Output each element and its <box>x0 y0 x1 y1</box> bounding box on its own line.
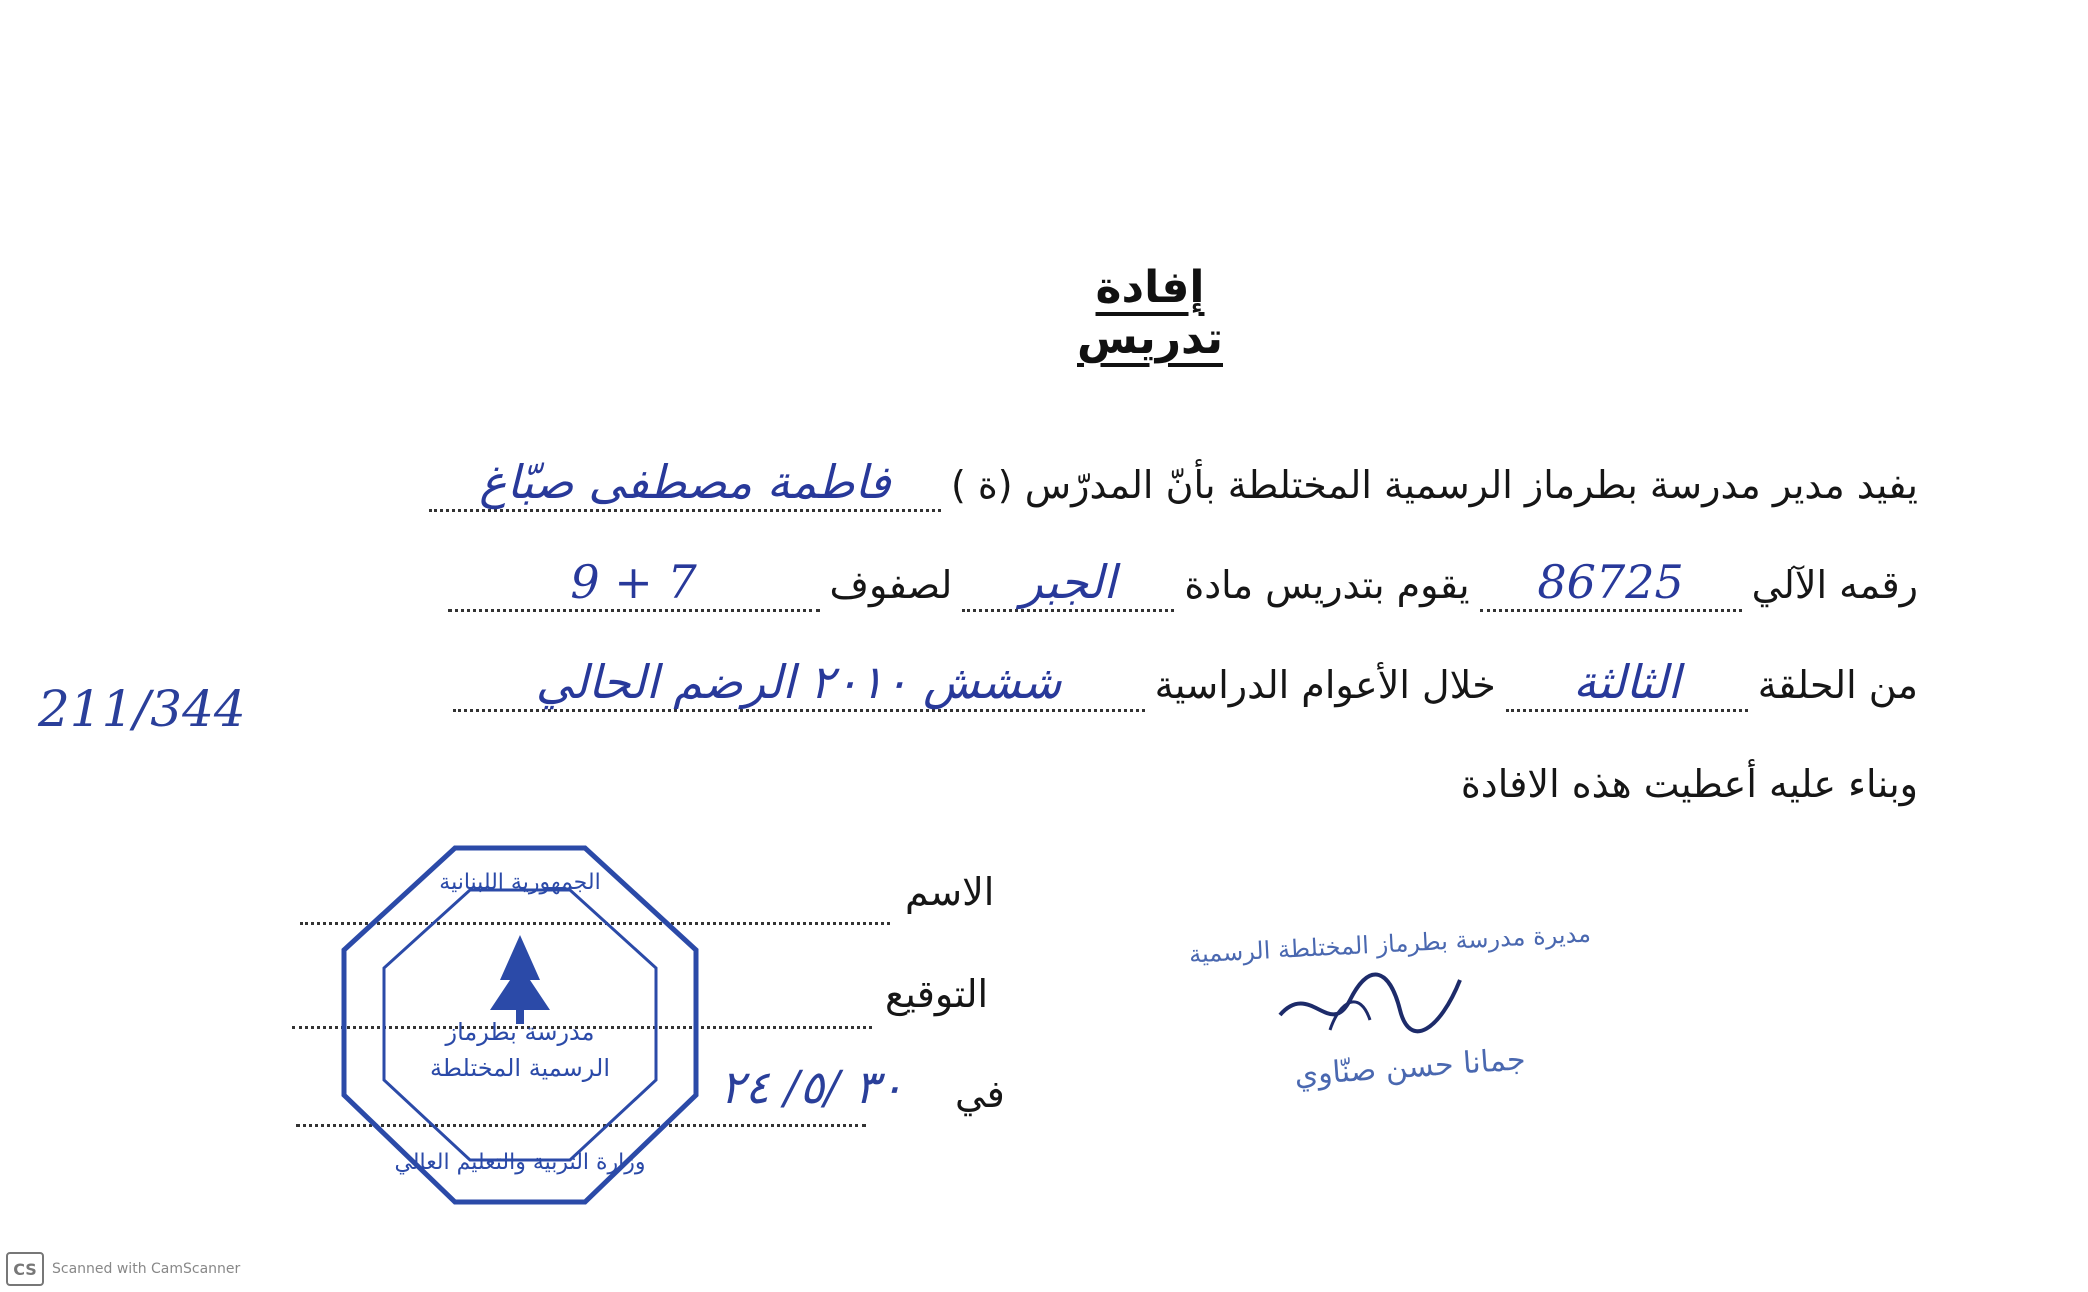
principal-seal <box>1160 919 1630 1130</box>
cycle-field <box>1506 655 1748 712</box>
number-field <box>1480 555 1742 612</box>
line-number-subject <box>448 555 1918 612</box>
years-field <box>453 655 1145 712</box>
classes-field <box>448 555 820 612</box>
signature-date: ٣٠ /٥/ ٢٤ <box>720 1060 904 1114</box>
teacher-years: ششش ٢٠١٠ الرضم الحالي <box>535 655 1062 709</box>
label-years: خلال الأعوام الدراسية <box>1154 663 1496 707</box>
label-date: في <box>955 1072 1005 1116</box>
teacher-intro: يفيد مدير مدرسة بطرماز الرسمية المختلطة بأنّ المدرّس (ة ) <box>950 463 1918 507</box>
label-signature: التوقيع <box>885 972 989 1016</box>
scanner-text: Scanned with CamScanner <box>52 1261 241 1277</box>
label-classes: لصفوف <box>829 563 953 607</box>
scanner-footer <box>6 1252 240 1286</box>
stamp-school-line1: مدرسة بطرماز <box>445 1018 595 1046</box>
stamp-org-top: الجمهورية اللبنانية <box>439 870 601 895</box>
cedar-icon <box>490 935 550 1024</box>
label-name: الاسم <box>905 870 995 914</box>
subject-field <box>962 555 1174 612</box>
label-subject: يقوم بتدريس مادة <box>1184 563 1470 607</box>
document-title: إفادة تدريس <box>1077 262 1223 364</box>
teacher-name: فاطمة مصطفى صبّاغ <box>479 455 891 509</box>
teacher-classes: 7 + 9 <box>570 555 697 609</box>
stamp-school-line2: الرسمية المختلطة <box>429 1054 611 1082</box>
camscanner-logo-icon: CS <box>6 1252 44 1286</box>
line-teacher <box>429 455 1918 512</box>
line-cycle-years <box>453 655 1918 712</box>
margin-note: 211/344 <box>38 680 246 738</box>
label-number: رقمه الآلي <box>1751 563 1918 607</box>
closing-line: وبناء عليه أعطيت هذه الافادة <box>1460 762 1918 806</box>
principal-signature-icon <box>1270 960 1470 1050</box>
teacher-subject: الجبر <box>1020 555 1117 609</box>
teacher-cycle: الثالثة <box>1573 655 1681 709</box>
stamp-ministry: وزارة التربية والتعليم العالي <box>394 1150 646 1175</box>
label-cycle: من الحلقة <box>1757 663 1918 707</box>
teacher-number: 86725 <box>1537 555 1684 609</box>
principal-title: مديرة مدرسة بطرماز المختلطة الرسمية <box>1188 919 1592 969</box>
teacher-name-field <box>429 455 941 512</box>
principal-name: جمانا حسن صنّاوي <box>1293 1041 1527 1094</box>
school-stamp <box>330 840 710 1210</box>
